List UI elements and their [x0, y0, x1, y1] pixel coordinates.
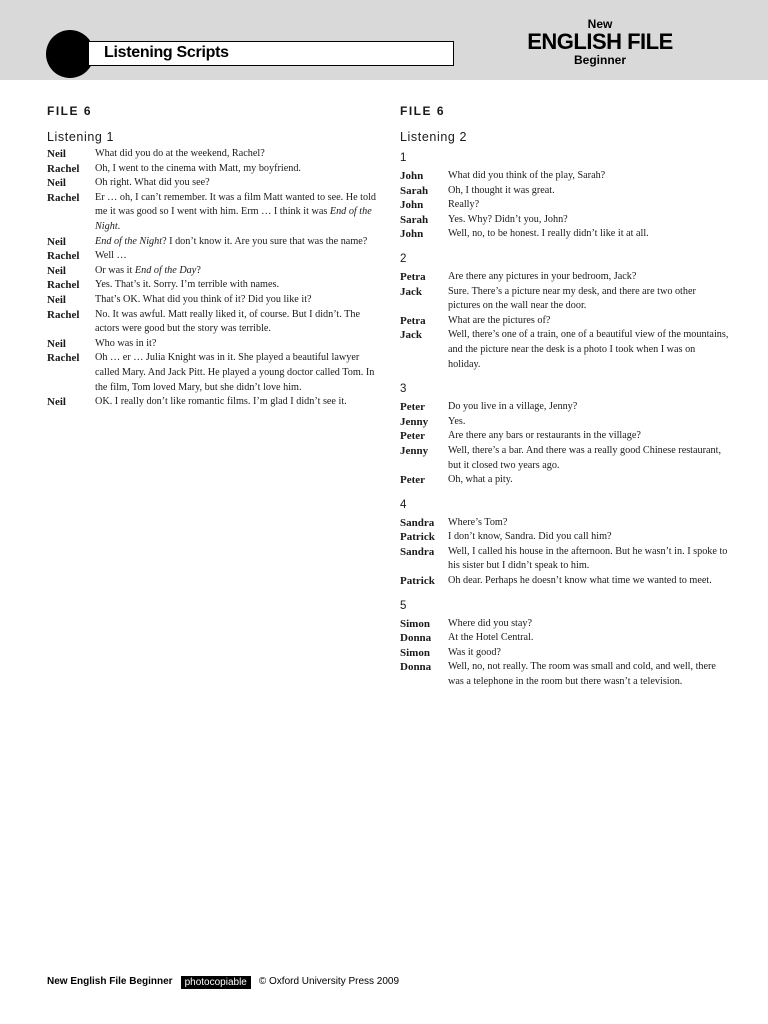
speaker-name: John	[400, 199, 424, 212]
speech-text: Er … oh, I can’t remember. It was a film Matt wanted to see. He told me it was good so I went with him. Erm … I think it was End of the Night.	[95, 191, 377, 232]
speech-text: Are there any bars or restaurants in the village?	[448, 430, 641, 442]
dialogue-line	[400, 574, 730, 589]
right-column	[400, 103, 730, 700]
dialogue-line	[400, 415, 730, 430]
dialogue-line	[400, 516, 730, 531]
speech-text: Sure. There’s a picture near my desk, and there are two other pictures on the wall near the door.	[448, 285, 696, 312]
speaker-name: John	[400, 170, 424, 182]
speech-text: Where did you stay?	[448, 617, 533, 629]
page-title: Listening Scripts	[104, 44, 229, 61]
dialogue-section	[400, 151, 730, 242]
speaker-name: Jenny	[400, 444, 429, 457]
speaker-name: Petra	[400, 314, 426, 327]
speaker-name: Rachel	[47, 308, 80, 321]
speech-text: Oh dear. Perhaps he doesn’t know what time we wanted to meet.	[448, 575, 712, 587]
dialogue-section	[400, 498, 730, 589]
dialogue-section	[400, 252, 730, 372]
section-number: 3	[400, 383, 407, 396]
speech-text: No. It was awful. Matt really liked it, of course. But I didn’t. The actors were good but the story was terrible.	[95, 308, 361, 335]
speech-text: At the Hotel Central.	[448, 632, 534, 644]
photocopiable-badge: photocopiable	[181, 976, 251, 989]
listening-heading: Listening 1	[47, 130, 115, 144]
speaker-name: Donna	[400, 632, 432, 645]
listening-heading: Listening 2	[400, 130, 468, 144]
speaker-name: Jenny	[400, 415, 429, 428]
speaker-name: Rachel	[47, 162, 80, 175]
left-column	[47, 103, 377, 410]
speech-text: Well, there’s one of a train, one of a beautiful view of the mountains, and the picture near the desk is a photo I took when I was on holiday.	[448, 329, 729, 370]
speaker-name: Neil	[47, 396, 66, 409]
section-number: 4	[400, 498, 407, 511]
speaker-name: Neil	[47, 148, 66, 160]
speaker-name: Peter	[400, 401, 426, 414]
dialogue-line	[400, 617, 730, 632]
speaker-name: Simon	[400, 617, 430, 630]
speech-text: Well, no, to be honest. I really didn’t like it at all.	[448, 228, 649, 240]
speaker-name: Rachel	[47, 191, 80, 204]
dialogue-line	[400, 184, 730, 199]
dialogue-line	[400, 198, 730, 213]
dialogue-line	[400, 530, 730, 545]
speech-text: That’s OK. What did you think of it? Did you like it?	[95, 293, 312, 305]
speaker-name: Neil	[47, 177, 66, 190]
dialogue-line	[400, 646, 730, 661]
dialogue-line	[47, 308, 377, 337]
speaker-name: Sandra	[400, 516, 435, 529]
dialogue-line	[400, 400, 730, 415]
speech-text: What did you do at the weekend, Rachel?	[95, 148, 265, 159]
speaker-name: Peter	[400, 474, 426, 487]
speaker-name: Sandra	[400, 545, 435, 558]
speaker-name: Sarah	[400, 213, 429, 226]
footer-title: New English File Beginner	[47, 976, 173, 987]
speech-text: Well, there’s a bar. And there was a really good Chinese restaurant, but it closed two years ago.	[448, 444, 722, 471]
dialogue-line	[47, 147, 377, 162]
brand-main: ENGLISH FILE	[527, 29, 673, 54]
speaker-name: Jack	[400, 329, 422, 342]
dialogue-line	[47, 162, 377, 177]
dialogue-line	[47, 337, 377, 352]
dialogue-line	[400, 444, 730, 473]
dialogue-line	[400, 631, 730, 646]
speech-text: Oh, I went to the cinema with Matt, my boyfriend.	[95, 162, 301, 174]
section-number: 5	[400, 599, 407, 612]
speech-text: Oh right. What did you see?	[95, 177, 210, 189]
speaker-name: Neil	[47, 235, 66, 248]
speech-text: Was it good?	[448, 646, 501, 658]
dialogue-line	[400, 328, 730, 372]
speaker-name: Patrick	[400, 531, 435, 544]
speech-text: Oh, what a pity.	[448, 474, 513, 486]
brand-top: New	[587, 17, 613, 31]
speech-text: Well …	[95, 250, 127, 262]
speech-text: Where’s Tom?	[448, 516, 508, 528]
speech-text: Well, I called his house in the afternoon. But he wasn’t in. I spoke to his sister but I didn’t speak to him.	[448, 545, 728, 572]
speech-text: Are there any pictures in your bedroom, Jack?	[448, 270, 637, 282]
speaker-name: Rachel	[47, 279, 80, 292]
section-number: 2	[400, 252, 407, 265]
speaker-name: Neil	[47, 264, 66, 277]
speech-text: Who was in it?	[95, 337, 157, 349]
title-box	[88, 41, 454, 66]
dialogue-line	[400, 285, 730, 314]
speech-text: Or was it End of the Day?	[95, 264, 201, 276]
speech-text: What are the pictures of?	[448, 314, 551, 326]
dialogue-section	[400, 599, 730, 690]
speech-text: Yes.	[448, 415, 466, 427]
speech-text: Oh … er … Julia Knight was in it. She played a beautiful lawyer called Mary. And Jack Pitt. He played a young doctor called Tom. In the film, Tom loved Mary, but she didn’t love him.	[95, 352, 375, 393]
dialogue-line	[400, 473, 730, 488]
header-circle-icon	[46, 30, 94, 78]
speech-text: What did you think of the play, Sarah?	[448, 170, 606, 181]
speaker-name: Petra	[400, 270, 426, 283]
speaker-name: Neil	[47, 293, 66, 306]
dialogue	[47, 147, 377, 410]
speaker-name: Rachel	[47, 250, 80, 263]
dialogue-sections	[400, 151, 730, 690]
dialogue-line	[400, 270, 730, 285]
speaker-name: Neil	[47, 337, 66, 350]
dialogue-line	[47, 249, 377, 264]
dialogue-line	[400, 213, 730, 228]
speaker-name: Peter	[400, 430, 426, 443]
speaker-name: Rachel	[47, 352, 80, 365]
section-number: 1	[400, 152, 407, 164]
speech-text: Yes. That’s it. Sorry. I’m terrible with names.	[95, 279, 280, 291]
brand-logo	[520, 18, 680, 67]
dialogue-line	[400, 429, 730, 444]
dialogue-line	[400, 314, 730, 329]
dialogue-line	[400, 660, 730, 689]
dialogue-line	[400, 169, 730, 184]
speech-text: OK. I really don’t like romantic films. I’m glad I didn’t see it.	[95, 396, 347, 408]
speech-text: Well, no, not really. The room was small and cold, and well, there was a telephone in the room but there wasn’t a television.	[448, 661, 716, 688]
dialogue-line	[47, 351, 377, 395]
brand-sub: Beginner	[573, 53, 626, 67]
speaker-name: John	[400, 228, 424, 241]
dialogue-line	[47, 293, 377, 308]
dialogue-line	[400, 227, 730, 242]
dialogue-line	[47, 176, 377, 191]
dialogue-section	[400, 382, 730, 488]
speech-text: End of the Night? I don’t know it. Are you sure that was the name?	[95, 235, 368, 247]
speech-text: Do you live in a village, Jenny?	[448, 401, 578, 413]
speaker-name: Sarah	[400, 184, 429, 197]
copyright: © Oxford University Press 2009	[258, 976, 400, 987]
dialogue-line	[47, 395, 377, 410]
dialogue-line	[47, 235, 377, 250]
speaker-name: Patrick	[400, 575, 435, 588]
speech-text: I don’t know, Sandra. Did you call him?	[448, 531, 612, 543]
dialogue-line	[47, 278, 377, 293]
dialogue-line	[47, 264, 377, 279]
dialogue-line	[400, 545, 730, 574]
speech-text: Yes. Why? Didn’t you, John?	[448, 213, 568, 225]
file-heading: FILE 6	[47, 104, 93, 118]
speaker-name: Donna	[400, 661, 432, 674]
speaker-name: Simon	[400, 646, 430, 659]
dialogue-line	[47, 191, 377, 235]
speech-text: Really?	[448, 199, 480, 211]
footer	[47, 975, 399, 989]
speaker-name: Jack	[400, 285, 422, 298]
file-heading: FILE 6	[400, 104, 446, 118]
speech-text: Oh, I thought it was great.	[448, 184, 555, 196]
